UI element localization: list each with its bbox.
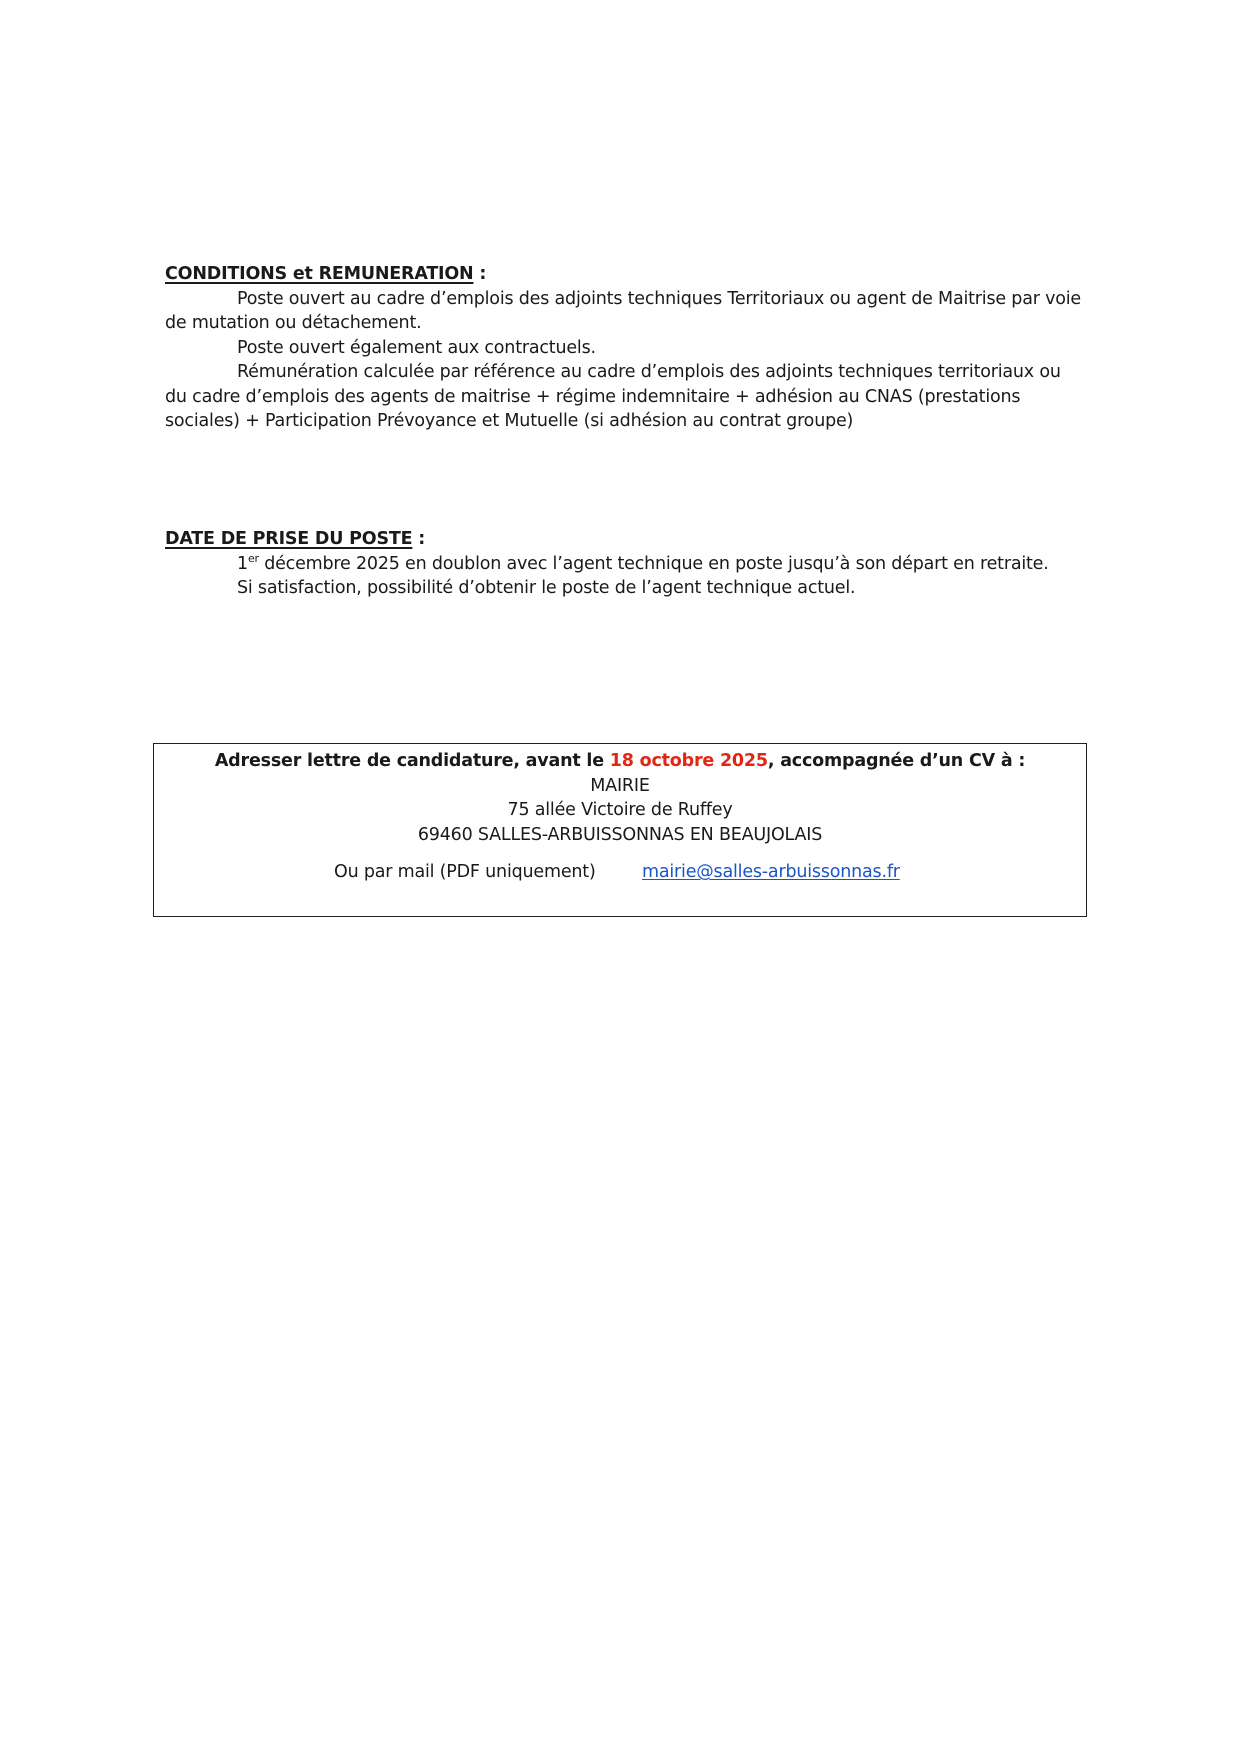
candidature-intro-before: Adresser lettre de candidature, avant le	[214, 751, 610, 771]
conditions-paragraph-remuneration: Rémunération calculée par référence au cadre d’emplois des adjoints techniques territoriaux ou du cadre d’emplois des agents de maitrise + régime indemnitaire + adhésion au CNAS (prestations sociales) + Participation Prévoyance et Mutuelle (si adhésion au contrat groupe)	[165, 362, 1061, 431]
recipient-city: 69460 SALLES-ARBUISSONNAS EN BEAUJOLAIS	[417, 824, 823, 845]
candidature-intro	[154, 749, 1086, 774]
email-link[interactable]: mairie@salles-arbuissonnas.fr	[642, 862, 900, 882]
date-satisfaction-line: Si satisfaction, possibilité d’obtenir le poste de l’agent technique actuel.	[237, 578, 856, 598]
conditions-section	[165, 262, 1085, 434]
mail-row	[154, 860, 1086, 885]
conditions-title: CONDITIONS et REMUNERATION	[165, 264, 474, 284]
conditions-paragraph-access: Poste ouvert au cadre d’emplois des adjoints techniques Territoriaux ou agent de Maitrise par voie de mutation ou détachement.	[165, 288, 1081, 333]
date-title: DATE DE PRISE DU POSTE	[165, 529, 413, 549]
date-heading	[165, 527, 1085, 552]
conditions-colon: :	[473, 264, 487, 284]
date-colon: :	[412, 529, 426, 549]
conditions-heading	[165, 262, 1085, 287]
candidature-box	[153, 743, 1087, 917]
date-start-line	[165, 552, 1085, 577]
recipient-name: MAIRIE	[590, 775, 650, 796]
date-section	[165, 527, 1085, 601]
recipient-street: 75 allée Victoire de Ruffey	[507, 800, 733, 820]
candidature-deadline: 18 octobre 2025	[609, 751, 768, 771]
candidature-intro-after: , accompagnée d’un CV à :	[767, 751, 1026, 771]
date-day-suffix: er	[247, 551, 259, 565]
mail-label: Ou par mail (PDF uniquement)	[334, 862, 596, 882]
date-day: 1	[237, 553, 248, 574]
conditions-paragraph-contractuels: Poste ouvert également aux contractuels.	[237, 337, 596, 358]
date-start-text: décembre 2025 en doublon avec l’agent technique en poste jusqu’à son départ en retraite.	[258, 553, 1049, 574]
